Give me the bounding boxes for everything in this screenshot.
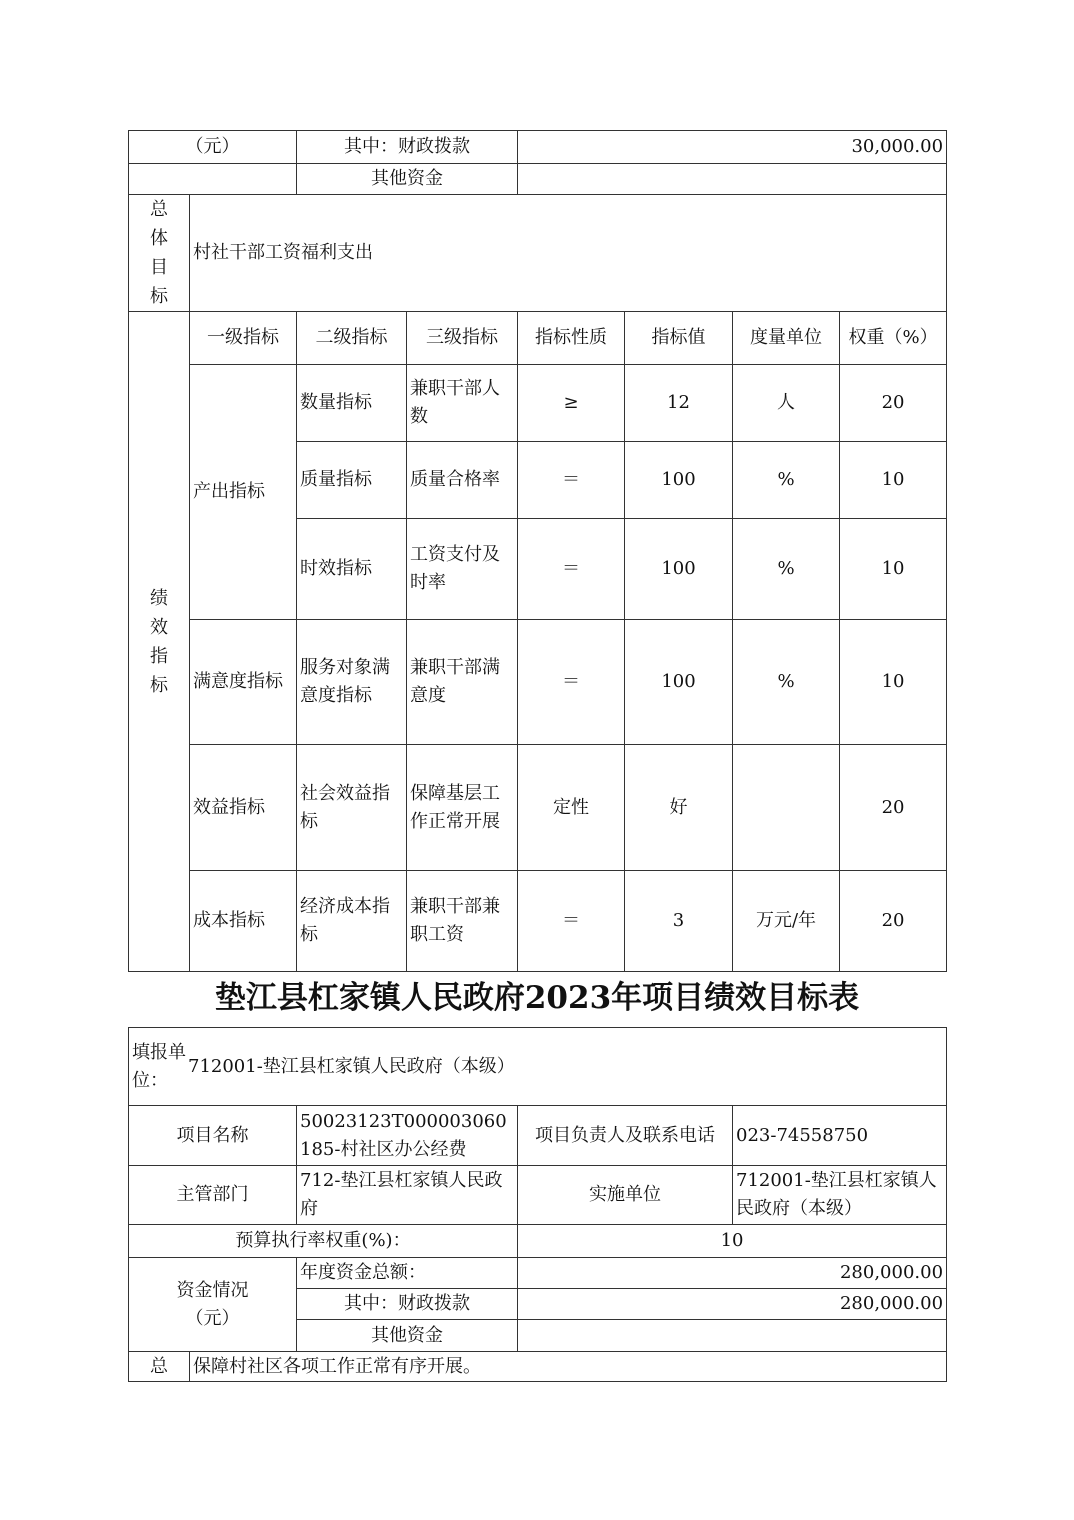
- level3-cell: 工资支付及时率: [407, 519, 518, 620]
- group-satisfaction: 满意度指标: [190, 620, 297, 745]
- overall-goal-label: 总: [129, 1352, 190, 1382]
- table-row: [129, 365, 947, 442]
- project-name-value: 50023123T000003060185-村社区办公经费: [297, 1106, 518, 1166]
- value-cell: 100: [625, 519, 733, 620]
- value-cell: 好: [625, 745, 733, 871]
- nature-cell: ≥: [518, 365, 625, 442]
- table-row: [129, 745, 947, 871]
- group-cost: 成本指标: [190, 871, 297, 972]
- fill-unit-value: 712001-垫江县杠家镇人民政府（本级）: [188, 1055, 515, 1077]
- document-title: 垫江县杠家镇人民政府2023年项目绩效目标表: [214, 980, 860, 1016]
- fiscal-allocation-label: 其中：财政拨款: [297, 131, 518, 164]
- level2-cell: 数量指标: [297, 365, 407, 442]
- project-name-label: 项目名称: [129, 1106, 297, 1166]
- level2-cell: 经济成本指标: [297, 871, 407, 972]
- budget-rate-value: 10: [518, 1225, 947, 1258]
- unit-cell: [733, 745, 840, 871]
- level2-cell: 质量指标: [297, 442, 407, 519]
- nature-cell: 定性: [518, 745, 625, 871]
- level2-cell: 服务对象满意度指标: [297, 620, 407, 745]
- nature-cell: ＝: [518, 871, 625, 972]
- impl-label: 实施单位: [518, 1166, 733, 1225]
- unit-cell: 万元/年: [733, 871, 840, 972]
- dept-label: 主管部门: [129, 1166, 297, 1225]
- table-row: [129, 871, 947, 972]
- nature-cell: ＝: [518, 519, 625, 620]
- level3-cell: 兼职干部兼职工资: [407, 871, 518, 972]
- fill-unit-label: 填报单位：: [132, 1041, 186, 1091]
- table-row: [129, 620, 947, 745]
- fiscal-allocation-value: 30,000.00: [518, 131, 947, 164]
- weight-cell: 10: [840, 442, 947, 519]
- group-output: 产出指标: [190, 365, 297, 620]
- unit-cell: %: [733, 620, 840, 745]
- fill-unit-row: [129, 1028, 947, 1106]
- value-cell: 3: [625, 871, 733, 972]
- header-weight: 权重（%）: [840, 312, 947, 365]
- weight-cell: 10: [840, 620, 947, 745]
- overall-goal-text: 保障村社区各项工作正常有序开展。: [190, 1352, 947, 1382]
- header-nature: 指标性质: [518, 312, 625, 365]
- other-funds-label: 其他资金: [297, 164, 518, 195]
- dept-value: 712-垫江县杠家镇人民政府: [297, 1166, 518, 1225]
- overall-goal-label: 总 体 目 标: [129, 195, 190, 312]
- weight-cell: 20: [840, 871, 947, 972]
- annual-funds-label: 年度资金总额：: [297, 1258, 518, 1289]
- performance-table-bottom: [128, 1027, 947, 1382]
- header-level3: 三级指标: [407, 312, 518, 365]
- level3-cell: 保障基层工作正常开展: [407, 745, 518, 871]
- level2-cell: 时效指标: [297, 519, 407, 620]
- value-cell: 100: [625, 620, 733, 745]
- budget-rate-label: 预算执行率权重(%)：: [129, 1225, 518, 1258]
- level3-cell: 兼职干部人数: [407, 365, 518, 442]
- level2-cell: 社会效益指标: [297, 745, 407, 871]
- weight-cell: 20: [840, 745, 947, 871]
- header-level1: 一级指标: [190, 312, 297, 365]
- unit-cell: 人: [733, 365, 840, 442]
- header-unit: 度量单位: [733, 312, 840, 365]
- other-funds-label: 其他资金: [297, 1320, 518, 1352]
- impl-value: 712001-垫江县杠家镇人民政府（本级）: [733, 1166, 947, 1225]
- unit-cell: %: [733, 442, 840, 519]
- header-value: 指标值: [625, 312, 733, 365]
- performance-table-top: [128, 130, 947, 972]
- value-cell: 100: [625, 442, 733, 519]
- fiscal-allocation-value: 280,000.00: [518, 1289, 947, 1320]
- fiscal-allocation-label: 其中：财政拨款: [297, 1289, 518, 1320]
- level3-cell: 质量合格率: [407, 442, 518, 519]
- performance-indicator-label: 绩 效 指 标: [129, 312, 190, 972]
- nature-cell: ＝: [518, 620, 625, 745]
- weight-cell: 20: [840, 365, 947, 442]
- level3-cell: 兼职干部满意度: [407, 620, 518, 745]
- contact-label: 项目负责人及联系电话: [518, 1106, 733, 1166]
- annual-funds-value: 280,000.00: [518, 1258, 947, 1289]
- overall-goal-text: 村社干部工资福利支出: [190, 195, 947, 312]
- blank-cell: [129, 164, 297, 195]
- other-funds-value: [518, 164, 947, 195]
- contact-value: 023-74558750: [733, 1106, 947, 1166]
- nature-cell: ＝: [518, 442, 625, 519]
- funds-label: 资金情况（元）: [129, 1258, 297, 1352]
- weight-cell: 10: [840, 519, 947, 620]
- other-funds-value: [518, 1320, 947, 1352]
- value-cell: 12: [625, 365, 733, 442]
- unit-cell: %: [733, 519, 840, 620]
- group-benefit: 效益指标: [190, 745, 297, 871]
- funds-unit-label: （元）: [129, 131, 297, 164]
- header-level2: 二级指标: [297, 312, 407, 365]
